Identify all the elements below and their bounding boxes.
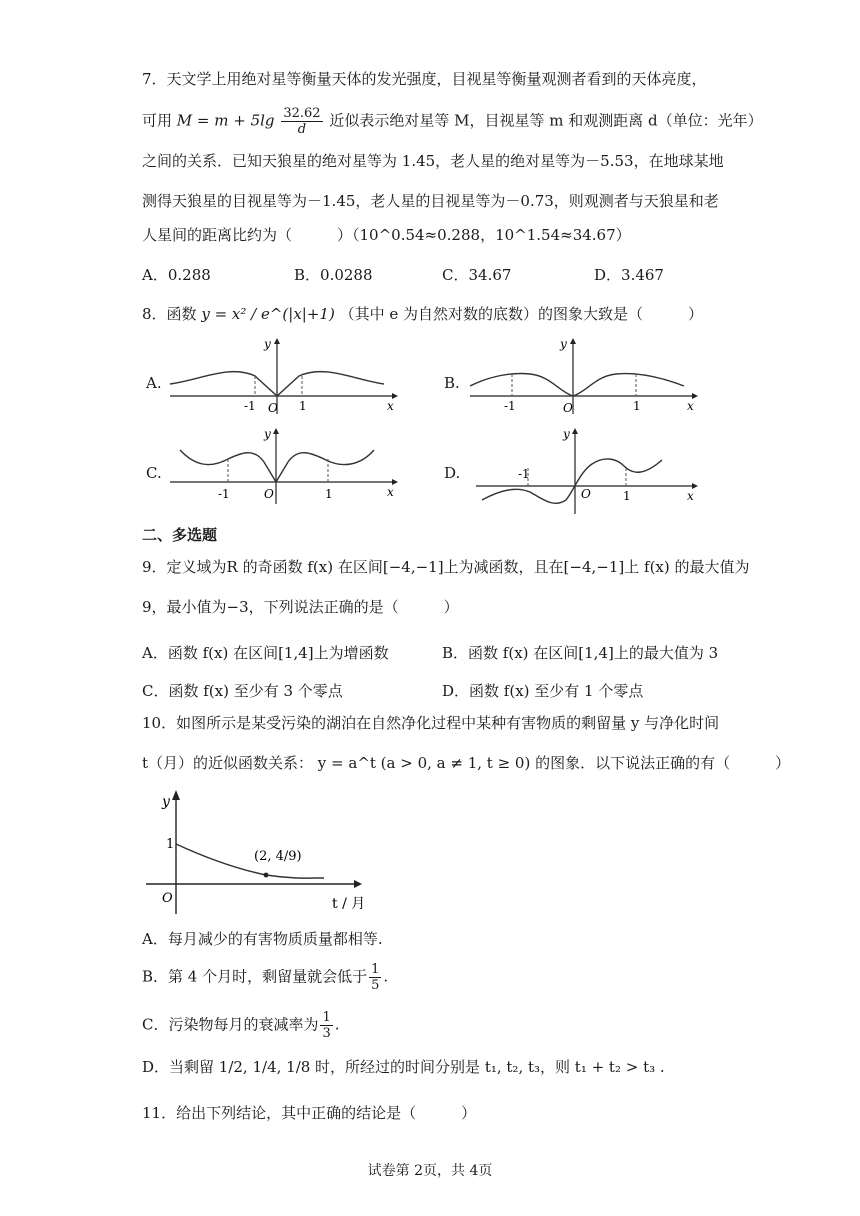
q7-option-d: D．3.467 — [594, 266, 664, 284]
q10-line1: 10．如图所示是某受污染的湖泊在自然净化过程中某种有害物质的剩留量 y 与净化时间 — [142, 714, 720, 732]
q7-line2-post: 近似表示绝对星等 M，目视星等 m 和观测距离 d（单位：光年） — [329, 111, 763, 130]
y-axis-label: y — [560, 337, 567, 351]
q10-option-b-fraction: $\frac{1}{5}$ — [371, 962, 380, 993]
q9-option-b: B．函数 f(x) 在区间[1,4]上的最大值为 3 — [442, 644, 719, 662]
q9-option-a: A．函数 f(x) 在区间[1,4]上为增函数 — [142, 644, 389, 662]
q10-option-b: B．第 4 个月时，剩留量就会低于 $\frac{1}{5}$ . — [142, 962, 389, 993]
q8-graph-c-label: C. — [146, 464, 162, 482]
page-footer: 试卷第 2页，共 4页 — [367, 1163, 493, 1179]
q7-line4: 测得天狼星的目视星等为－1.45，老人星的目视星等为－0.73，则观测者与天狼星和老 — [142, 192, 719, 210]
q10-option-c-fraction: $\frac{1}{3}$ — [322, 1010, 331, 1041]
q8-graph-a-label: A. — [146, 374, 162, 392]
q11-line1: 11．给出下列结论，其中正确的结论是（ ） — [142, 1104, 477, 1122]
q10-option-c: C．污染物每月的衰减率为 $\frac{1}{3}$ . — [142, 1010, 340, 1041]
tick-neg-label: -1 — [504, 399, 516, 413]
y-axis-label: y — [264, 427, 271, 441]
q8-graph-b — [460, 336, 700, 416]
q7-line2-pre: 可用 — [142, 111, 173, 130]
section-title: 二、多选题 — [142, 526, 218, 544]
tick-pos-label: 1 — [633, 399, 641, 413]
q7-line1: 7．天文学上用绝对星等衡量天体的发光强度，目视星等衡量观测者看到的天体亮度， — [142, 70, 707, 88]
q8-graph-b-label: B. — [444, 374, 460, 392]
origin-label: O — [563, 401, 573, 415]
q8-graph-c — [160, 426, 400, 506]
origin-label: O — [268, 401, 278, 415]
tick-neg-label: -1 — [518, 467, 530, 481]
tick-pos-label: 1 — [325, 487, 333, 501]
q10-x-label: t / 月 — [332, 896, 366, 912]
x-axis-label: x — [387, 485, 394, 499]
tick-neg-label: -1 — [218, 487, 230, 501]
q7-line2 — [142, 106, 763, 137]
q8-stem: 8．函数 y = x² / e^(|x|+1) （其中 e 为自然对数的底数）的图象大致是（ ） — [142, 305, 704, 323]
q8-formula: y = x² / e^(|x|+1) — [201, 305, 335, 323]
x-axis-label: x — [387, 399, 394, 413]
q9-line1: 9．定义域为R 的奇函数 f(x) 在区间[−4,−1]上为减函数，且在[−4,−1]上 f(x) 的最大值为 — [142, 558, 750, 576]
origin-label: O — [581, 487, 591, 501]
q9-option-c: C．函数 f(x) 至少有 3 个零点 — [142, 682, 343, 700]
q7-formula-fraction: $\frac{32.62}{d}$ — [283, 106, 321, 137]
q7-option-b: B．0.0288 — [294, 266, 373, 284]
q9-line2: 9，最小值为−3，下列说法正确的是（ ） — [142, 598, 459, 616]
q10-point-label: (2, 4/9) — [254, 849, 302, 864]
q7-option-a: A．0.288 — [142, 266, 211, 284]
q7-line3: 之间的关系．已知天狼星的绝对星等为 1.45，老人星的绝对星等为－5.53，在地球某地 — [142, 152, 724, 170]
tick-pos-label: 1 — [299, 399, 307, 413]
x-axis-label: x — [687, 489, 694, 503]
q8-graph-d-label: D. — [444, 464, 461, 482]
q7-line5: 人星间的距离比约为（ ）（10^0.54≈0.288，10^1.54≈34.67） — [142, 226, 631, 244]
q10-option-a: A．每月减少的有害物质质量都相等. — [142, 930, 383, 948]
q10-option-d: D．当剩留 1/2, 1/4, 1/8 时，所经过的时间分别是 t₁, t₂, t₃，则 t₁ + t₂ > t₃ . — [142, 1058, 665, 1076]
q7-option-c: C．34.67 — [442, 266, 512, 284]
q10-line2: t（月）的近似函数关系： y = a^t (a > 0, a ≠ 1, t ≥ 0) 的图象．以下说法正确的有（ ） — [142, 754, 791, 772]
x-axis-label: x — [687, 399, 694, 413]
q8-graph-d — [470, 426, 700, 518]
q10-origin-label: O — [162, 891, 173, 906]
tick-pos-label: 1 — [623, 489, 631, 503]
q10-y-intercept-label: 1 — [166, 837, 175, 852]
q10-y-label: y — [162, 794, 170, 810]
q8-graph-a — [160, 336, 400, 416]
q7-formula-lhs: M = m + 5lg — [176, 111, 275, 130]
y-axis-label: y — [563, 427, 570, 441]
tick-neg-label: -1 — [244, 399, 256, 413]
origin-label: O — [264, 487, 274, 501]
q10-graph — [142, 786, 374, 914]
y-axis-label: y — [264, 337, 271, 351]
q9-option-d: D．函数 f(x) 至少有 1 个零点 — [442, 682, 644, 700]
